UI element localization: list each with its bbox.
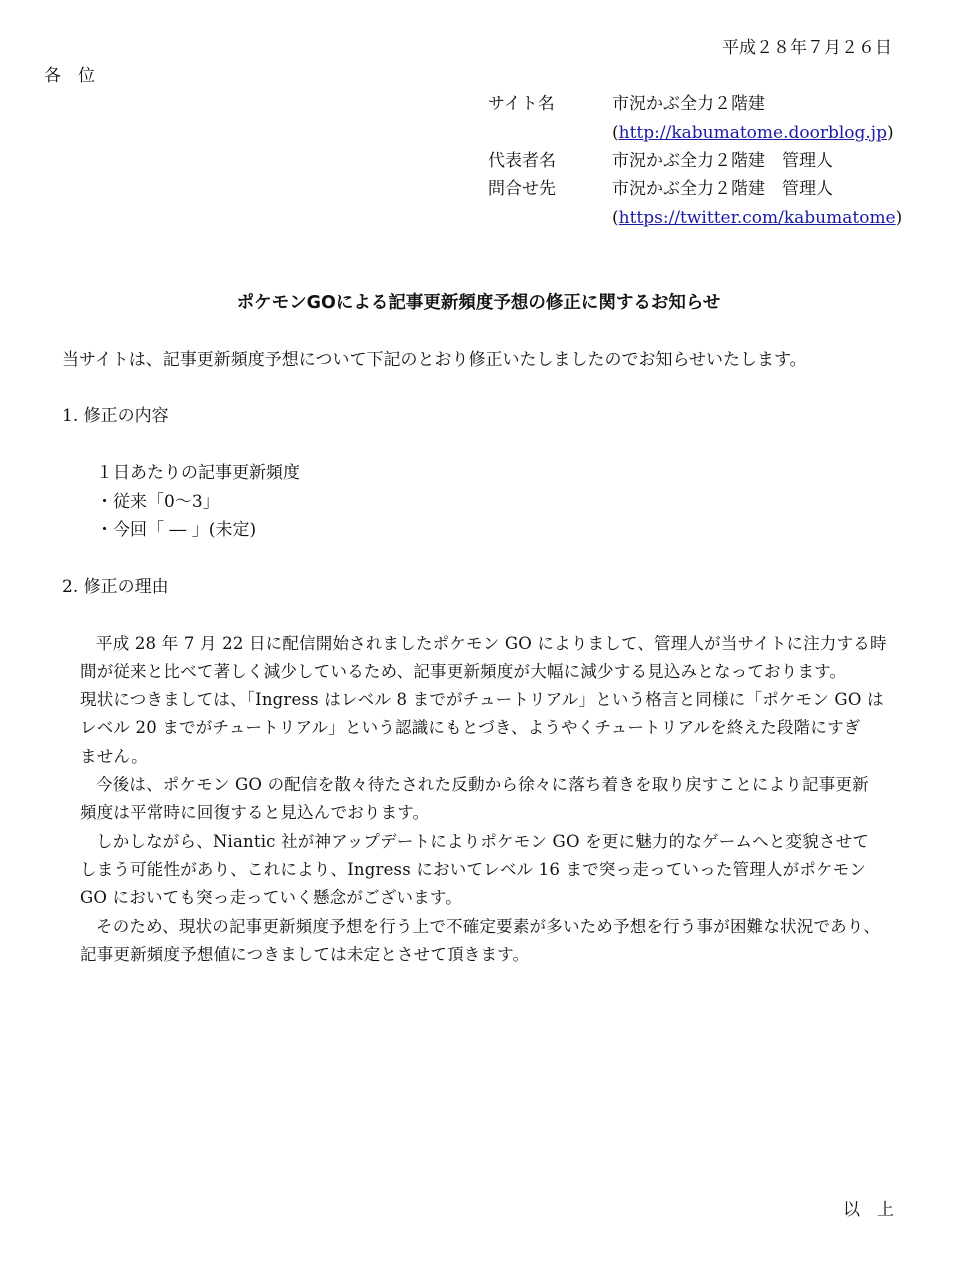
site-url-link[interactable]: http://kabumatome.doorblog.jp (618, 123, 887, 143)
site-url-line: (http://kabumatome.doorblog.jp) (612, 123, 894, 143)
document-date: 平成２８年７月２６日 (722, 38, 892, 58)
closing-mark: 以 上 (843, 1200, 894, 1220)
contact-url-line: (https://twitter.com/kabumatome) (612, 208, 903, 228)
reason-line-3: 現状につきましては、「Ingress はレベル 8 までがチュートリアル」という格言と同様に「ポケモン GO は (80, 690, 884, 709)
contact-label: 問合せ先 (488, 179, 556, 199)
reason-line-11: そのため、現状の記事更新頻度予想を行う上で不確定要素が多いため予想を行う事が困難な状況であり、 (96, 917, 881, 936)
reason-line-2: 間が従来と比べて著しく減少しているため、記事更新頻度が大幅に減少する見込みとなっております。 (80, 662, 847, 681)
representative-label: 代表者名 (488, 151, 556, 171)
contact-url-link[interactable]: https://twitter.com/kabumatome (618, 208, 896, 228)
section1-heading (62, 402, 169, 430)
site-name-value: 市況かぶ全力２階建 (612, 94, 765, 114)
section2-title: 修正の理由 (83, 577, 169, 597)
reason-line-12: 記事更新頻度予想値につきましては未定とさせて頂きます。 (80, 945, 530, 964)
reason-line-8: しかしながら、Niantic 社が神アップデートによりポケモン GO を更に魅力的なゲームへと変貌させて (96, 832, 870, 851)
notice-intro: 当サイトは、記事更新頻度予想について下記のとおり修正いたしましたのでお知らせいたします。 (62, 350, 807, 370)
reason-line-4: レベル 20 までがチュートリアル」という認識にもとづき、ようやくチュートリアルを終えた段階にすぎ (80, 718, 861, 737)
section2-number: 2. (62, 577, 79, 597)
reason-line-10: GO においても突っ走っていく懸念がございます。 (80, 888, 462, 907)
addressee: 各 位 (44, 66, 95, 86)
reason-line-5: ません。 (80, 747, 148, 766)
representative-value: 市況かぶ全力２階建 管理人 (612, 151, 833, 171)
section1-current: ・今回「 ― 」(未定) (96, 520, 257, 540)
section1-number: 1. (62, 406, 79, 426)
reason-line-6: 今後は、ポケモン GO の配信を散々待たされた反動から徐々に落ち着きを取り戻すことにより記事更新 (96, 775, 869, 794)
reason-line-9: しまう可能性があり、これにより、Ingress においてレベル 16 まで突っ走っていった管理人がポケモン (80, 860, 867, 879)
contact-value: 市況かぶ全力２階建 管理人 (612, 179, 833, 199)
section1-previous: ・従来「0～3」 (96, 492, 220, 512)
section1-title: 修正の内容 (83, 406, 169, 426)
section1-item-title: １日あたりの記事更新頻度 (96, 463, 300, 483)
site-name-label: サイト名 (488, 94, 555, 114)
section2-heading (62, 573, 169, 601)
notice-title: ポケモンGOによる記事更新頻度予想の修正に関するお知らせ (236, 293, 721, 313)
reason-line-7: 頻度は平常時に回復すると見込んでおります。 (80, 803, 430, 822)
reason-line-1: 平成 28 年 7 月 22 日に配信開始されましたポケモン GO によりまして、管理人が当サイトに注力する時 (96, 634, 887, 653)
